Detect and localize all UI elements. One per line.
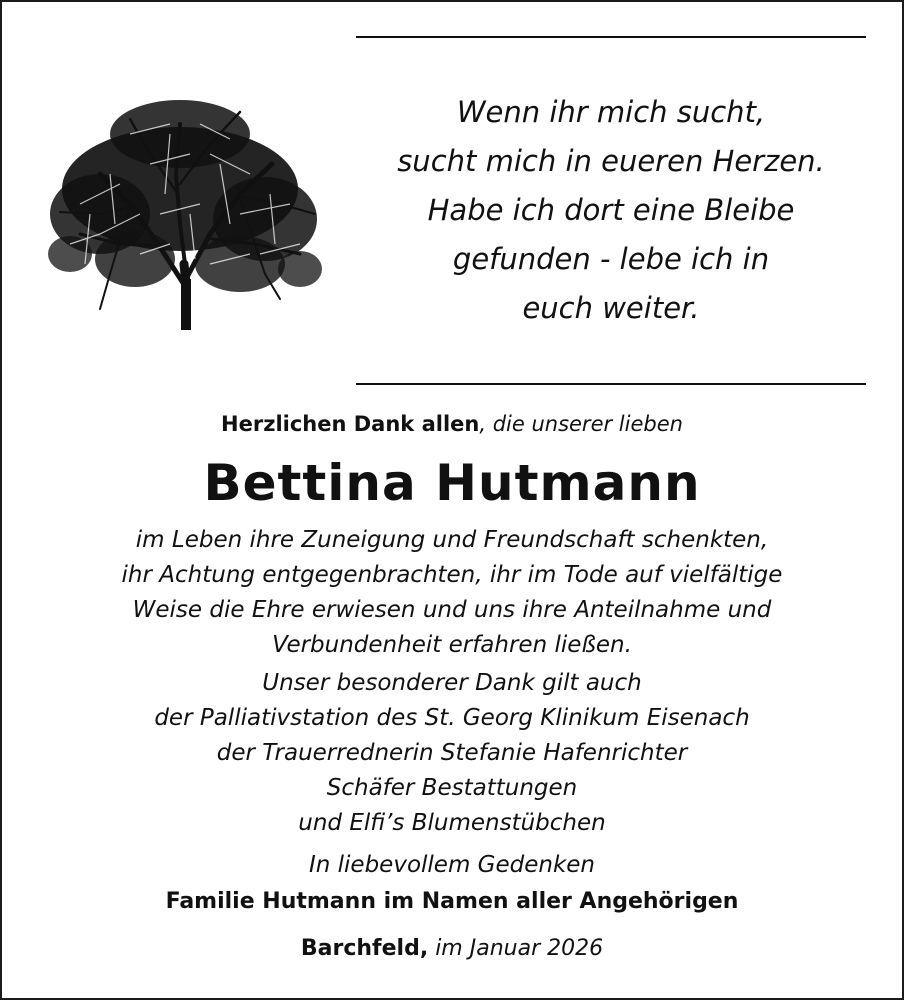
tree-silhouette-icon [40, 94, 322, 330]
poem-line: Wenn ihr mich sucht, [456, 95, 766, 129]
gratitude-line: Schäfer Bestattungen [326, 775, 578, 801]
gratitude-line: Unser besonderer Dank gilt auch [262, 670, 642, 696]
memory-line: In liebevollem Gedenken [308, 852, 596, 878]
thanks-line [2, 408, 902, 440]
poem-line: euch weiter. [522, 291, 700, 325]
bottom-divider [356, 383, 866, 385]
thanks-bold: Herzlichen Dank allen [221, 412, 480, 436]
gratitude-list [2, 666, 902, 841]
deceased-name: Bettina Hutmann [203, 454, 701, 512]
gratitude-line: der Trauerrednerin Stefanie Hafenrichter [216, 740, 688, 766]
gratitude-line: der Palliativstation des St. Georg Klinikum Eisenach [154, 705, 750, 731]
place-town: Barchfeld, [300, 936, 429, 961]
paragraph-line: Verbundenheit erfahren ließen. [272, 632, 632, 658]
poem-line: sucht mich in eueren Herzen. [397, 144, 825, 178]
family-signature: Familie Hutmann im Namen aller Angehörigen [165, 889, 739, 914]
poem-line: Habe ich dort eine Bleibe [427, 193, 795, 227]
gratitude-line: und Elfi’s Blumenstübchen [298, 810, 606, 836]
paragraph-line: im Leben ihre Zuneigung und Freundschaft schenkten, [135, 527, 769, 553]
poem-line: gefunden - lebe ich in [452, 242, 770, 276]
place-date-text: im Januar 2026 [428, 936, 604, 961]
poem [356, 88, 866, 333]
top-divider [356, 36, 866, 38]
thanks-paragraph [2, 523, 902, 663]
paragraph-line: ihr Achtung entgegenbrachten, ihr im Tode auf vielfältige [121, 562, 783, 588]
place-date [2, 931, 902, 966]
thanks-rest: , die unserer lieben [479, 412, 683, 436]
paragraph-line: Weise die Ehre erwiesen und uns ihre Anteilnahme und [132, 597, 772, 623]
